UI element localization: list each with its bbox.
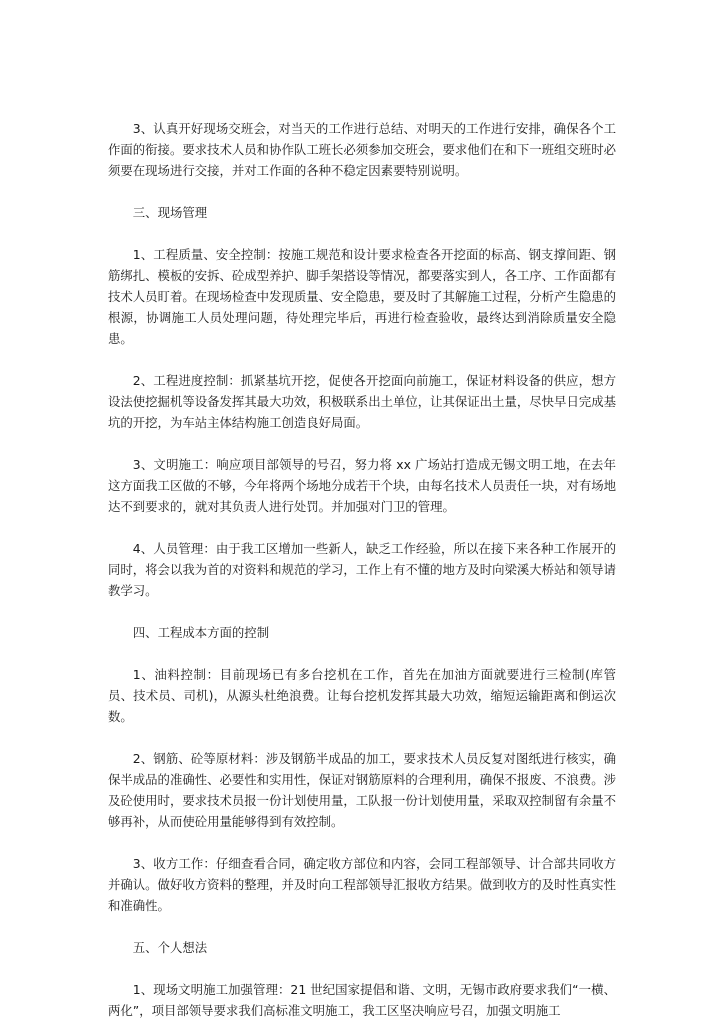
para-handover-meeting: 3、认真开好现场交班会，对当天的工作进行总结、对明天的工作进行安排，确保各个工作面的衔接。要求技术人员和协作队工班长必须参加交班会，要求他们在和下一班组交班时必须要在现场进行交接，并对工作面的各种不稳定因素要特别说明。	[108, 121, 617, 178]
para-personnel-management: 4、人员管理：由于我工区增加一些新人，缺乏工作经验，所以在接下来各种工作展开的同时，将会以我为首的对资料和规范的学习，工作上有不懂的地方及时向梁溪大桥站和领导请教学习。	[108, 541, 617, 598]
para-materials-control: 2、钢筋、砼等原材料：涉及钢筋半成品的加工，要求技术人员反复对图纸进行核实，确保半成品的准确性、必要性和实用性，保证对钢筋原料的合理利用，确保不报废、不浪费。涉及砼使用时，要求技术员报一份计划使用量，工队报一份计划使用量，采取双控制留有余量不够再补，从而使砼用量能够得到有效控制。	[108, 751, 617, 829]
heading-cost-control: 四、工程成本方面的控制	[132, 625, 270, 640]
para-civilized-management: 1、现场文明施工加强管理：21 世纪国家提倡和谐、文明，无锡市政府要求我们“一横、两化”，项目部领导要求我们高标准文明施工，我工区坚决响应号召，加强文明施工	[108, 982, 616, 1018]
heading-site-management: 三、现场管理	[132, 205, 208, 220]
para-acceptance-work: 3、收方工作：仔细查看合同，确定收方部位和内容，会同工程部领导、计合部共同收方并确认。做好收方资料的整理，并及时向工程部领导汇报收方结果。做到收方的及时性真实性和准确性。	[108, 856, 617, 913]
heading-personal-thoughts: 五、个人想法	[132, 940, 208, 955]
document-body	[108, 118, 616, 1021]
para-quality-safety: 1、工程质量、安全控制：按施工规范和设计要求检查各开挖面的标高、钢支撑间距、钢筋绑扎、模板的安拆、砼成型养护、脚手架搭设等情况，都要落实到人，各工序、工作面都有技术人员盯着。在现场检查中发现质量、安全隐患，要及时了其解施工过程，分析产生隐患的根源，协调施工人员处理问题，待处理完毕后，再进行检查验收，最终达到消除质量安全隐患。	[108, 247, 617, 346]
para-civilized-construction: 3、文明施工：响应项目部领导的号召，努力将 xx 广场站打造成无锡文明工地，在去年这方面我工区做的不够，今年将两个场地分成若干个块，由每名技术人员责任一块，对有场地达不到要求的，就对其负责人进行处罚。并加强对门卫的管理。	[108, 457, 617, 514]
para-progress-control: 2、工程进度控制：抓紧基坑开挖，促使各开挖面向前施工，保证材料设备的供应，想方设法使挖掘机等设备发挥其最大功效，积极联系出土单位，让其保证出土量，尽快早日完成基坑的开挖，为车站主体结构施工创造良好局面。	[108, 373, 617, 430]
para-fuel-control: 1、油料控制：目前现场已有多台挖机在工作，首先在加油方面就要进行三检制(库管员、技术员、司机)，从源头杜绝浪费。让每台挖机发挥其最大功效，缩短运输距离和倒运次数。	[108, 667, 616, 724]
